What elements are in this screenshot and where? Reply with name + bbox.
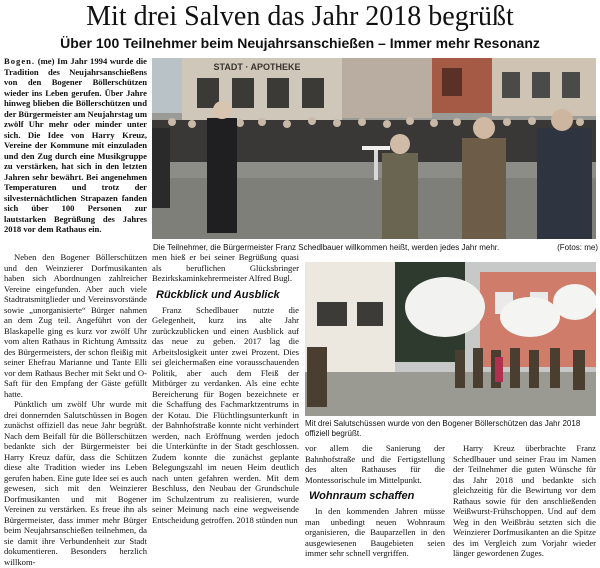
apotheke-sign: STADT · APOTHEKE	[213, 62, 301, 72]
column-1	[4, 252, 147, 568]
photo1-caption: Die Teilnehmer, die Bürgermeister Franz Schedlbauer willkommen heißt, werden jedes Jahr mehr.	[153, 243, 500, 252]
lead-author: (me)	[37, 56, 55, 66]
column-4	[453, 443, 596, 568]
photo-crowd-at-rathaus	[152, 58, 596, 239]
lead-paragraph	[4, 56, 147, 235]
col1-paragraph-2: Pünktlich um zwölf Uhr wurde mit drei donnernden Salutschüssen in Bogen zunächst offiziell das neue Jahr begrüßt. Nach dem Beifall für die Böllerschützen bedankte sich der Bürgermeister bei Harry Kreuz dafür, dass die Schützen diese alte Tradition wieder ins Leben gerufen haben. Eine gute Idee sei es auch gewesen, sich mit den Weinzierer Dorfmusikanten und mit Bogener Vereinen zu verstärken. Es freue ihn als Bürgermeister, dass immer mehr Bürger beim Neujahrsanschießen teilnehmen, da sie damit ihre Verbundenheit zur Stadt dokumentieren. Besonders herzlich willkom-	[4, 399, 147, 567]
subhead-rueckblick: Rückblick und Ausblick	[156, 288, 280, 301]
subhead-wohnraum: Wohnraum schaffen	[309, 490, 415, 502]
column-3	[305, 443, 445, 568]
headline: Mit drei Salven das Jahr 2018 begrüßt	[86, 1, 514, 32]
col3-paragraph-1: vor allem die Sanierung der Bahnhofstraße und die Fertigstellung des alten Rathauses für die Montessorischule im Mittelpunkt.	[305, 443, 445, 485]
lead-text: Im Jahr 1994 wurde die Tradition des Neujahrsanschießens von den Bogener Böllerschützen wieder ins Leben gerufen. Über Jahre hinweg blieben die Böllerschützen und der Bürgermeister am Neujahrstag um zwölf Uhr mehr oder minder unter sich. Die Idee von Harry Kreuz, Vereine der Kommune mit einzuladen und den Zug durch eine Musikgruppe zu verstärken, hat sich in den letzten Jahren sehr bewährt. Bei angenehmen Temperaturen und trotz der silvesternächtlichen Strapazen fanden sich über 100 Personen zur lautstarken Begrüßung des Jahres 2018 vor dem Rathaus ein.	[4, 56, 147, 234]
column-2	[152, 252, 299, 568]
col4-paragraph-1: Harry Kreuz überbrachte Franz Schedlbauer und seiner Frau im Namen der Teilnehmer die guten Wünsche für das Jahr 2018 und bedankte sich gleichzeitig für die Bewirtung vor dem Rathaus sowie für den anschließenden Weißwurst-Frühschoppen. Und auf dem Weg in den Weißbräu setzten sich die Weinzierer Dorfmusikanten an die Spitze des im Vergleich zum Vorjahr wieder länger gewordenen Zuges.	[453, 443, 596, 558]
subheadline: Über 100 Teilnehmer beim Neujahrsanschießen – Immer mehr Resonanz	[60, 35, 540, 51]
photo1-credit: (Fotos: me)	[557, 243, 598, 252]
col3-paragraph-2: In den kommenden Jahren müsse man unbedingt neuen Wohnraum organisieren, die Bauparzellen in den ausgewiesenen Baugebieten seien immer sehr schnell vergriffen.	[305, 506, 445, 558]
lead-column	[4, 56, 147, 244]
col1-paragraph-1: Neben den Bogener Böllerschützen und den Weinzierer Dorfmusikanten haben sich Abordnungen zahlreicher Vereine eingefunden. Aber auch viele Stadtratsmitglieder und Vereinsvorstände sowie „unorganisierte“ Bürger nahmen an dem Zug teil. Angeführt von der Blaskapelle ging es kurz vor zwölf Uhr vom alten Rathaus in Richtung Amtssitz des Bürgermeisters, der schon fleißig mit seiner Ehefrau Marianne und Tante Elli vor dem Rathaus Becher mit Sekt und O-Saft für den Empfang der Gäste gefüllt hatte.	[4, 252, 147, 399]
photo2-caption: Mit drei Salutschüssen wurde von den Bogener Böllerschützen das Jahr 2018 offiziell begrüßt.	[305, 419, 581, 438]
col2-paragraph-2: Franz Schedlbauer nutzte die Gelegenheit, kurz ins alte Jahr zurückzublicken und einen Ausblick auf das neue zu geben. 2017 lag die Arbeitslosigkeit unter zwei Prozent. Dies sei gleichermaßen eine vorausschauenden Politik, aber auch dem Fleiß der Mitbürger zu verdanken. Als eine echte Bereicherung für Bogen bezeichnete er die Schaffung des Fachmarktzentrums in der Kotau. Die Flüchtlingsunterkunft in der Bahnhofstraße konnte nicht verhindert werden, nach Eröffnung werden jedoch die Unterkünfte in der Stadt geschlossen. Zudem konnte die zunächst geplante Belegungszahl im neuen Heim deutlich nach unten gefahren werden. Mit dem Beschluss, den Neubau der Grundschule im Schulzentrum zu realisieren, wurde seiner Meinung nach eine wegweisende Entscheidung getroffen. 2018 stünden nun	[152, 304, 299, 525]
col2-paragraph-1: men hieß er bei seiner Begrüßung quasi als beruflichen Glücksbringer Bezirkskaminkehrermeister Alfred Bugl.	[152, 252, 299, 283]
lead-dateline: Bogen.	[4, 56, 36, 66]
photo-salute-shots	[305, 262, 596, 416]
